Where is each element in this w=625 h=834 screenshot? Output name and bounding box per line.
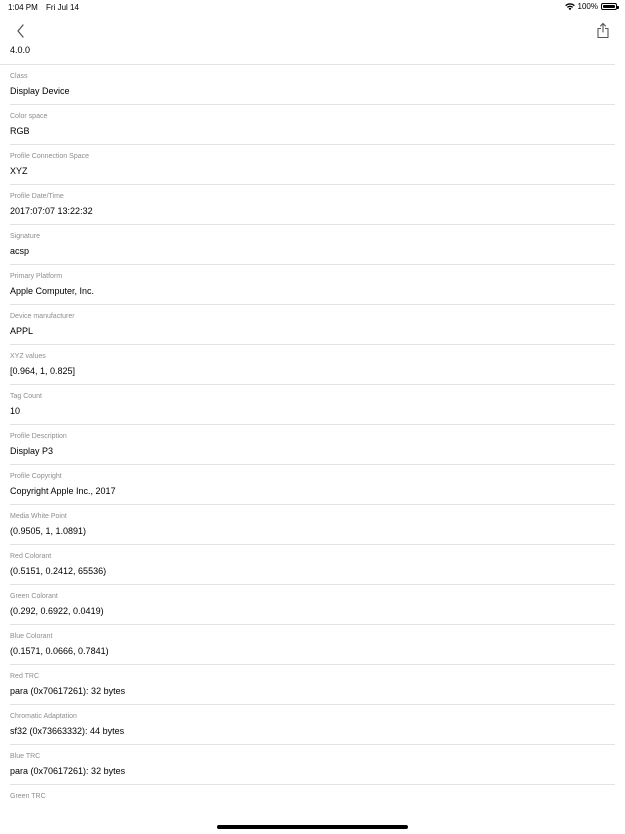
row-green-colorant: [10, 585, 615, 625]
row-label: Red Colorant: [10, 553, 52, 560]
status-bar: [0, 0, 625, 16]
row-label: Blue Colorant: [10, 633, 53, 640]
row-profile-date-time: [10, 185, 615, 225]
row-value: [0.964, 1, 0.825]: [10, 366, 76, 376]
share-button[interactable]: [593, 20, 613, 40]
row-profile-description: [10, 425, 615, 465]
row-tag-count: [10, 385, 615, 425]
row-value: (0.292, 0.6922, 0.0419): [10, 606, 104, 616]
row-value: APPL: [10, 326, 34, 336]
row-value: (0.5151, 0.2412, 65536): [10, 566, 107, 576]
share-icon: [596, 22, 610, 39]
row-value: para (0x70617261): 32 bytes: [10, 686, 126, 696]
row-label: Red TRC: [10, 673, 40, 680]
chevron-left-icon: [16, 24, 26, 38]
row-value: Apple Computer, Inc.: [10, 286, 95, 296]
wifi-icon: [565, 3, 575, 11]
row-label: Chromatic Adaptation: [10, 713, 77, 720]
row-class: [10, 65, 615, 105]
row-value: (0.9505, 1, 1.0891): [10, 526, 87, 536]
row-value: Display Device: [10, 86, 70, 96]
row-value: 10: [10, 406, 21, 416]
row-value: 2017:07:07 13:22:32: [10, 206, 93, 216]
row-label: Profile Connection Space: [10, 153, 89, 160]
status-date: Fri Jul 14: [46, 3, 79, 12]
row-blue-colorant: [10, 625, 615, 665]
row-profile-connection-space: [10, 145, 615, 185]
row-label: Class: [10, 73, 28, 80]
row-label: Media White Point: [10, 513, 67, 520]
row-value: sf32 (0x73663332): 44 bytes: [10, 726, 125, 736]
row-green-trc: [10, 785, 615, 825]
row-blue-trc: [10, 745, 615, 785]
battery-percent: 100%: [577, 2, 598, 11]
row-xyz-values: [10, 345, 615, 385]
row-label: Signature: [10, 233, 40, 240]
row-color-space: [10, 105, 615, 145]
row-label: XYZ values: [10, 353, 46, 360]
row-label: Profile Copyright: [10, 473, 62, 480]
row-label: Blue TRC: [10, 753, 41, 760]
row-signature: [10, 225, 615, 265]
row-media-white-point: [10, 505, 615, 545]
row-label: Profile Date/Time: [10, 193, 64, 200]
version-value: 4.0.0: [0, 38, 615, 65]
row-chromatic-adaptation: [10, 705, 615, 745]
row-label: Green TRC: [10, 793, 46, 800]
row-red-colorant: [10, 545, 615, 585]
home-indicator[interactable]: [217, 825, 408, 829]
row-value: para (0x70617261): 32 bytes: [10, 766, 126, 776]
row-device-manufacturer: [10, 305, 615, 345]
row-value: (0.1571, 0.0666, 0.7841): [10, 646, 109, 656]
row-label: Tag Count: [10, 393, 42, 400]
row-value: Copyright Apple Inc., 2017: [10, 486, 116, 496]
battery-icon: [601, 3, 617, 10]
status-left: [8, 3, 85, 12]
row-label: Green Colorant: [10, 593, 58, 600]
row-label: Profile Description: [10, 433, 67, 440]
row-value: XYZ: [10, 166, 28, 176]
row-value: RGB: [10, 126, 30, 136]
row-value: acsp: [10, 246, 30, 256]
row-primary-platform: [10, 265, 615, 305]
profile-details-list[interactable]: [0, 38, 625, 825]
row-value: Display P3: [10, 446, 54, 456]
row-label: Device manufacturer: [10, 313, 75, 320]
row-label: Primary Platform: [10, 273, 63, 280]
row-profile-copyright: [10, 465, 615, 505]
status-right: [565, 2, 617, 11]
status-time: 1:04 PM: [8, 3, 38, 12]
row-label: Color space: [10, 113, 48, 120]
row-red-trc: [10, 665, 615, 705]
